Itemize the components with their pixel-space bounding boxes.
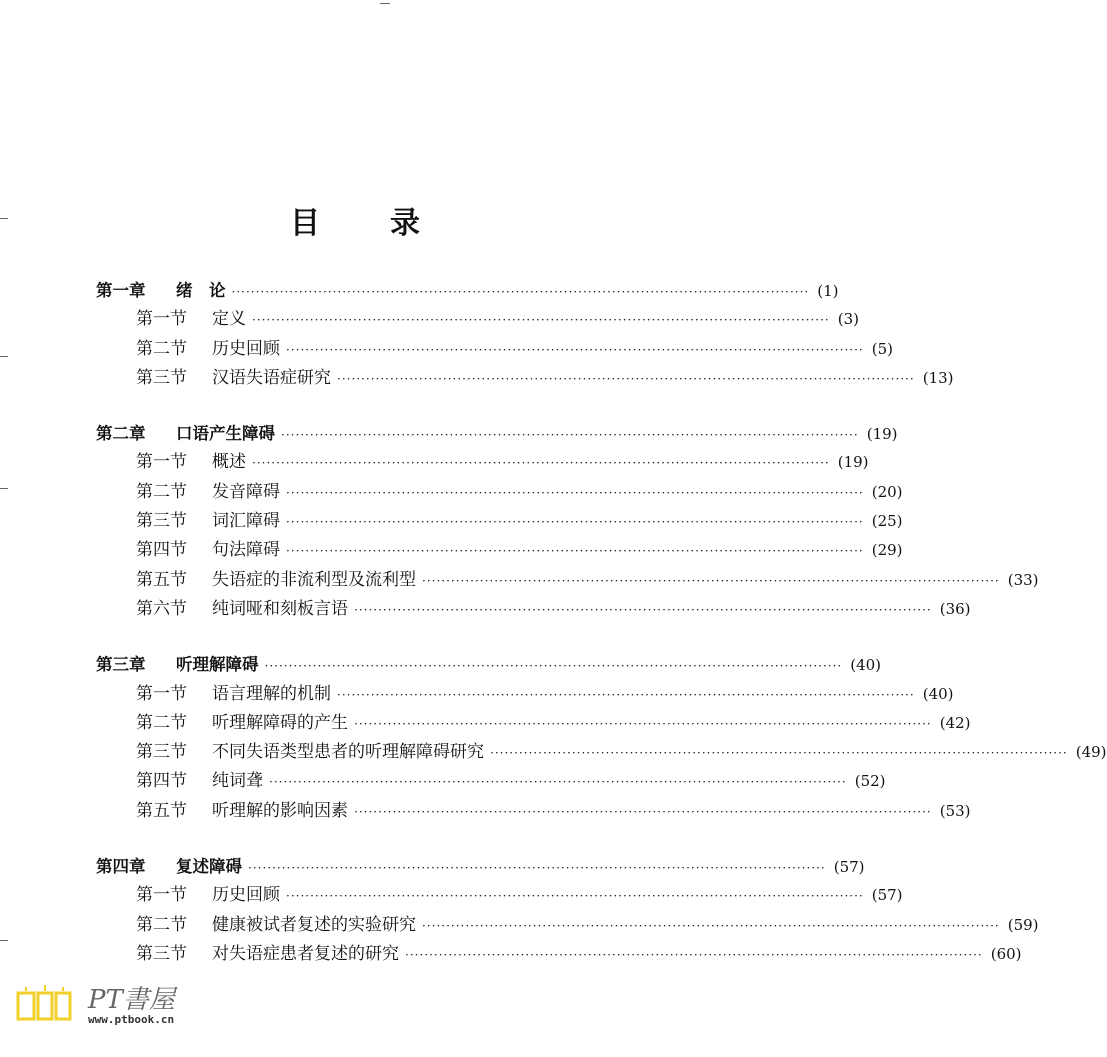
page-number: (19) [837, 453, 869, 472]
page-number: (36) [939, 599, 971, 618]
title-char-1: 目 [290, 206, 320, 241]
section-entry [96, 364, 954, 393]
entry-title: 纯词哑和刻板言语 [212, 598, 348, 619]
page-number: (40) [922, 684, 954, 703]
section-entry [96, 595, 971, 624]
entry-title: 语言理解的机制 [212, 683, 331, 704]
leader-dots: ························································································································ [354, 716, 932, 731]
entry-title: 句法障碍 [212, 540, 280, 561]
chapter-entry [96, 276, 839, 305]
entry-title: 定义 [212, 309, 246, 330]
title-char-2: 录 [390, 206, 420, 241]
page-number: (3) [837, 310, 859, 329]
entry-title: 复述障碍 [176, 857, 242, 877]
entry-title: 听理解的影响因素 [212, 800, 348, 821]
ptbook-logo [12, 975, 202, 1035]
page-number: (19) [866, 425, 898, 444]
leader-dots: ························································································································ [337, 687, 915, 702]
page-number: (33) [1007, 570, 1039, 589]
leader-dots: ························································································································ [264, 659, 843, 674]
scan-mark [0, 218, 8, 219]
chapter-entry [96, 852, 865, 881]
leader-dots: ························································································································ [286, 342, 864, 357]
page-number: (52) [854, 772, 886, 791]
page-number: (60) [990, 944, 1022, 963]
logo-brand: PT書屋 [88, 985, 175, 1015]
section-entry [96, 767, 886, 796]
scan-mark [0, 356, 8, 357]
scan-mark [380, 3, 390, 4]
entry-title: 词汇障碍 [212, 511, 280, 532]
entry-number: 第二章 [96, 424, 146, 444]
entry-number: 第三节 [136, 943, 187, 964]
section-entry [96, 797, 971, 826]
leader-dots: ························································································································ [286, 485, 864, 500]
entry-number: 第五节 [136, 569, 187, 590]
leader-dots: ························································································································ [281, 428, 859, 443]
chapter-block [96, 276, 954, 393]
leader-dots: ························································································································ [252, 456, 830, 471]
section-entry [96, 881, 903, 910]
scan-mark [0, 940, 8, 941]
leader-dots: ························································································································ [248, 861, 826, 876]
section-entry [96, 507, 903, 536]
page-number: (57) [833, 858, 865, 877]
chapter-block [96, 650, 1107, 826]
page-number: (1) [817, 282, 839, 300]
entry-title: 历史回顾 [212, 885, 280, 906]
leader-dots: ························································································································ [422, 918, 1000, 933]
entry-number: 第二节 [136, 914, 187, 935]
leader-dots: ························································································································ [286, 889, 864, 904]
entry-number: 第三节 [136, 367, 187, 388]
entry-title: 纯词聋 [212, 771, 263, 792]
entry-title: 听理解障碍的产生 [212, 712, 348, 733]
chapter-entry [96, 419, 898, 448]
entry-title: 发音障碍 [212, 481, 280, 502]
section-entry [96, 738, 1107, 767]
entry-title: 历史回顾 [212, 338, 280, 359]
entry-title: 汉语失语症研究 [212, 367, 331, 388]
section-entry [96, 335, 893, 364]
entry-number: 第四章 [96, 857, 146, 877]
page-number: (49) [1075, 743, 1107, 762]
toc-title [0, 198, 710, 242]
page-number: (57) [871, 886, 903, 905]
page-number: (20) [871, 482, 903, 501]
entry-number: 第三节 [136, 511, 187, 532]
entry-title: 概述 [212, 452, 246, 473]
entry-title: 绪 论 [176, 281, 226, 300]
entry-number: 第三章 [96, 655, 146, 675]
entry-title: 健康被试者复述的实验研究 [212, 914, 416, 935]
leader-dots: ························································································································ [337, 371, 915, 386]
leader-dots: ························································································································ [490, 746, 1068, 761]
section-entry [96, 911, 1039, 940]
entry-number: 第二节 [136, 712, 187, 733]
leader-dots: ························································································································ [231, 285, 810, 299]
leader-dots: ························································································································ [286, 515, 864, 530]
leader-dots: ························································································································ [405, 947, 983, 962]
chapter-block [96, 852, 1039, 969]
section-entry [96, 478, 903, 507]
table-of-contents [96, 276, 1107, 995]
leader-dots: ························································································································ [286, 544, 864, 559]
leader-dots: ························································································································ [269, 775, 847, 790]
entry-title: 不同失语类型患者的听理解障碍研究 [212, 742, 484, 763]
entry-number: 第五节 [136, 800, 187, 821]
entry-title: 听理解障碍 [176, 655, 259, 675]
entry-number: 第六节 [136, 598, 187, 619]
entry-number: 第二节 [136, 481, 187, 502]
entry-title: 失语症的非流利型及流利型 [212, 569, 416, 590]
section-entry [96, 566, 1039, 595]
page-number: (59) [1007, 915, 1039, 934]
section-entry [96, 448, 869, 477]
entry-number: 第三节 [136, 742, 187, 763]
entry-number: 第一节 [136, 683, 187, 704]
entry-title: 对失语症患者复述的研究 [212, 943, 399, 964]
chapter-entry [96, 650, 882, 679]
page-number: (29) [871, 541, 903, 560]
section-entry [96, 536, 903, 565]
page-number: (40) [850, 656, 882, 675]
chapter-block [96, 419, 1039, 624]
page-number: (25) [871, 512, 903, 531]
entry-number: 第四节 [136, 771, 187, 792]
books-icon [16, 983, 74, 1023]
page-number: (42) [939, 713, 971, 732]
entry-number: 第一节 [136, 452, 187, 473]
entry-number: 第一章 [96, 281, 146, 300]
scan-mark [0, 488, 8, 489]
section-entry [96, 680, 954, 709]
section-entry [96, 709, 971, 738]
entry-number: 第四节 [136, 540, 187, 561]
entry-number: 第一节 [136, 309, 187, 330]
section-entry [96, 940, 1022, 969]
leader-dots: ························································································································ [422, 573, 1000, 588]
entry-number: 第一节 [136, 885, 187, 906]
leader-dots: ························································································································ [354, 602, 932, 617]
logo-url: www.ptbook.cn [88, 1013, 175, 1026]
page-number: (5) [871, 339, 893, 358]
page-number: (53) [939, 801, 971, 820]
page-number: (13) [922, 368, 954, 387]
entry-title: 口语产生障碍 [176, 424, 275, 444]
leader-dots: ························································································································ [252, 313, 830, 328]
entry-number: 第二节 [136, 338, 187, 359]
leader-dots: ························································································································ [354, 804, 932, 819]
section-entry [96, 305, 859, 334]
